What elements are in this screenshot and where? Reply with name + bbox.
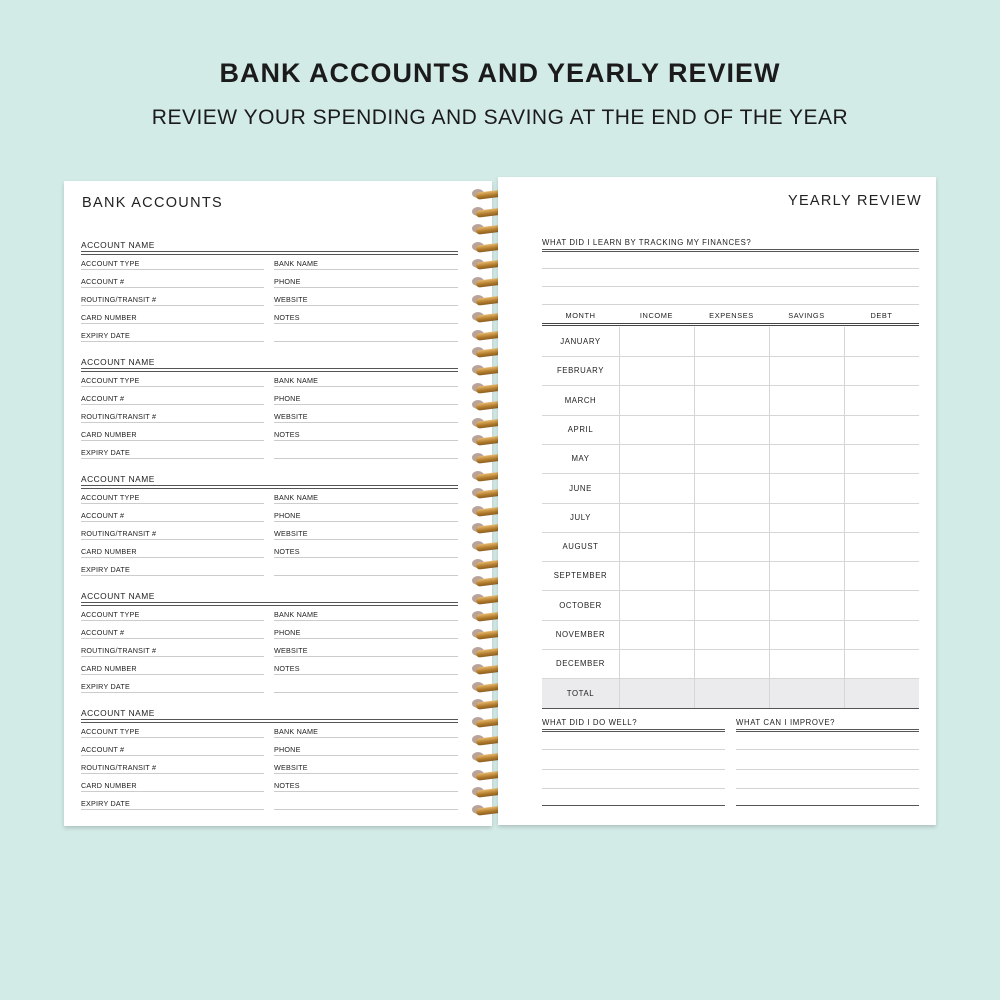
field-label: NOTES xyxy=(274,547,300,556)
field-input-line[interactable] xyxy=(81,323,264,324)
field-label: WEBSITE xyxy=(274,646,308,655)
field-label: EXPIRY DATE xyxy=(81,799,130,808)
account-name-label: ACCOUNT NAME xyxy=(81,357,155,367)
field-input-line[interactable] xyxy=(274,341,458,342)
table-row xyxy=(542,532,919,562)
field-label: ACCOUNT TYPE xyxy=(81,727,140,736)
field-label: CARD NUMBER xyxy=(81,664,137,673)
month-label: SEPTEMBER xyxy=(553,571,608,581)
table-row xyxy=(542,327,919,357)
learn-question-rule xyxy=(542,249,919,252)
field-label: EXPIRY DATE xyxy=(81,331,130,340)
field-label: WEBSITE xyxy=(274,412,308,421)
field-input-line[interactable] xyxy=(81,809,264,810)
writing-line[interactable] xyxy=(736,805,919,806)
writing-line[interactable] xyxy=(542,304,919,305)
field-label: ACCOUNT # xyxy=(81,511,125,520)
field-label: CARD NUMBER xyxy=(81,781,137,790)
column-divider xyxy=(844,327,845,708)
field-label: EXPIRY DATE xyxy=(81,565,130,574)
month-label: AUGUST xyxy=(562,542,599,552)
bank-accounts-title: BANK ACCOUNTS xyxy=(82,195,223,211)
account-name-rule xyxy=(81,719,458,723)
column-header: INCOME xyxy=(639,311,674,320)
field-input-line[interactable] xyxy=(274,458,458,459)
field-input-line[interactable] xyxy=(81,521,264,522)
field-label: PHONE xyxy=(274,511,301,520)
month-label: JUNE xyxy=(569,483,592,493)
field-label: EXPIRY DATE xyxy=(81,682,130,691)
bank-accounts-page xyxy=(64,181,492,826)
account-name-rule xyxy=(81,368,458,372)
account-block xyxy=(81,708,458,820)
table-row xyxy=(542,591,919,621)
writing-line[interactable] xyxy=(542,788,725,789)
account-name-label: ACCOUNT NAME xyxy=(81,708,155,718)
field-input-line[interactable] xyxy=(81,638,264,639)
field-input-line[interactable] xyxy=(81,755,264,756)
writing-line[interactable] xyxy=(542,268,919,269)
page-headline: BANK ACCOUNTS AND YEARLY REVIEW xyxy=(219,58,781,88)
account-name-rule xyxy=(81,602,458,606)
field-input-line[interactable] xyxy=(274,557,458,558)
yearly-review-title: YEARLY REVIEW xyxy=(787,193,922,209)
table-row xyxy=(542,415,919,445)
field-input-line[interactable] xyxy=(81,557,264,558)
field-label: ACCOUNT TYPE xyxy=(81,259,140,268)
field-label: PHONE xyxy=(274,394,301,403)
yearly-review-page xyxy=(498,177,936,825)
field-label: CARD NUMBER xyxy=(81,313,137,322)
field-label: PHONE xyxy=(274,277,301,286)
month-label: JANUARY xyxy=(560,337,601,346)
field-input-line[interactable] xyxy=(81,674,264,675)
field-input-line[interactable] xyxy=(274,422,458,423)
field-input-line[interactable] xyxy=(81,539,264,540)
field-label: NOTES xyxy=(274,430,300,439)
column-divider xyxy=(619,327,620,708)
writing-line[interactable] xyxy=(542,286,919,287)
field-label: ACCOUNT # xyxy=(81,394,125,403)
field-label: BANK NAME xyxy=(274,727,319,736)
improve-question-label: WHAT CAN I IMPROVE? xyxy=(736,718,836,727)
field-input-line[interactable] xyxy=(81,737,264,738)
table-row xyxy=(542,386,919,416)
table-row xyxy=(542,444,919,474)
table-header-rule xyxy=(542,323,919,326)
column-header: EXPENSES xyxy=(709,311,754,320)
well-question-label: WHAT DID I DO WELL? xyxy=(542,718,638,727)
field-label: NOTES xyxy=(274,781,300,790)
table-row xyxy=(542,620,919,650)
improve-question-rule xyxy=(736,729,919,732)
field-label: BANK NAME xyxy=(274,259,319,268)
account-block xyxy=(81,591,458,703)
month-label: OCTOBER xyxy=(559,600,602,610)
field-label: ROUTING/TRANSIT # xyxy=(81,763,157,772)
field-input-line[interactable] xyxy=(81,620,264,621)
field-input-line[interactable] xyxy=(81,386,264,387)
field-input-line[interactable] xyxy=(81,287,264,288)
field-input-line[interactable] xyxy=(274,575,458,576)
field-label: NOTES xyxy=(274,664,300,673)
learn-question-label: WHAT DID I LEARN BY TRACKING MY FINANCES? xyxy=(542,238,752,247)
account-name-rule xyxy=(81,485,458,489)
field-input-line[interactable] xyxy=(81,458,264,459)
field-input-line[interactable] xyxy=(274,674,458,675)
field-input-line[interactable] xyxy=(274,503,458,504)
account-name-label: ACCOUNT NAME xyxy=(81,474,155,484)
field-label: WEBSITE xyxy=(274,529,308,538)
field-input-line[interactable] xyxy=(274,638,458,639)
column-divider xyxy=(769,327,770,708)
writing-line[interactable] xyxy=(736,788,919,789)
writing-line[interactable] xyxy=(542,769,725,770)
field-input-line[interactable] xyxy=(81,404,264,405)
field-input-line[interactable] xyxy=(274,656,458,657)
field-input-line[interactable] xyxy=(81,773,264,774)
field-label: WEBSITE xyxy=(274,295,308,304)
field-input-line[interactable] xyxy=(81,575,264,576)
field-label: ROUTING/TRANSIT # xyxy=(81,646,157,655)
field-input-line[interactable] xyxy=(81,440,264,441)
account-block xyxy=(81,240,458,352)
month-label: TOTAL xyxy=(566,688,595,698)
month-label: FEBRUARY xyxy=(556,366,605,376)
field-input-line[interactable] xyxy=(274,809,458,810)
field-label: ACCOUNT # xyxy=(81,745,125,754)
field-input-line[interactable] xyxy=(274,791,458,792)
column-header: SAVINGS xyxy=(788,311,825,320)
table-row xyxy=(542,649,919,679)
field-input-line[interactable] xyxy=(81,341,264,342)
field-label: ROUTING/TRANSIT # xyxy=(81,529,157,538)
field-input-line[interactable] xyxy=(274,404,458,405)
field-label: BANK NAME xyxy=(274,610,319,619)
field-input-line[interactable] xyxy=(81,503,264,504)
field-input-line[interactable] xyxy=(274,323,458,324)
field-input-line[interactable] xyxy=(81,305,264,306)
field-input-line[interactable] xyxy=(274,269,458,270)
field-input-line[interactable] xyxy=(274,287,458,288)
field-input-line[interactable] xyxy=(274,305,458,306)
table-row xyxy=(542,474,919,504)
column-header: DEBT xyxy=(870,311,893,320)
total-row xyxy=(542,679,919,709)
writing-line[interactable] xyxy=(736,749,919,750)
field-label: WEBSITE xyxy=(274,763,308,772)
account-name-rule xyxy=(81,251,458,255)
month-label: APRIL xyxy=(567,424,594,434)
field-label: PHONE xyxy=(274,628,301,637)
writing-line[interactable] xyxy=(736,769,919,770)
field-label: ACCOUNT # xyxy=(81,277,125,286)
field-input-line[interactable] xyxy=(81,269,264,270)
field-label: EXPIRY DATE xyxy=(81,448,130,457)
table-row xyxy=(542,561,919,591)
well-question-rule xyxy=(542,729,725,732)
field-input-line[interactable] xyxy=(274,620,458,621)
field-label: PHONE xyxy=(274,745,301,754)
month-label: MAY xyxy=(571,454,590,464)
field-label: ROUTING/TRANSIT # xyxy=(81,295,157,304)
table-row xyxy=(542,503,919,533)
account-name-label: ACCOUNT NAME xyxy=(81,240,155,250)
field-input-line[interactable] xyxy=(274,773,458,774)
field-label: ACCOUNT TYPE xyxy=(81,493,140,502)
writing-line[interactable] xyxy=(542,805,725,806)
field-input-line[interactable] xyxy=(274,440,458,441)
account-name-label: ACCOUNT NAME xyxy=(81,591,155,601)
page-subheadline: REVIEW YOUR SPENDING AND SAVING AT THE END OF THE YEAR xyxy=(151,106,849,129)
account-block xyxy=(81,357,458,469)
field-label: CARD NUMBER xyxy=(81,430,137,439)
month-label: NOVEMBER xyxy=(555,630,606,639)
field-label: ACCOUNT # xyxy=(81,628,125,637)
field-input-line[interactable] xyxy=(274,692,458,693)
field-label: ACCOUNT TYPE xyxy=(81,376,140,385)
field-input-line[interactable] xyxy=(274,386,458,387)
field-label: ROUTING/TRANSIT # xyxy=(81,412,157,421)
field-input-line[interactable] xyxy=(81,692,264,693)
field-label: NOTES xyxy=(274,313,300,322)
table-row xyxy=(542,356,919,386)
account-block xyxy=(81,474,458,586)
field-input-line[interactable] xyxy=(274,539,458,540)
field-input-line[interactable] xyxy=(274,521,458,522)
field-label: ACCOUNT TYPE xyxy=(81,610,140,619)
field-label: BANK NAME xyxy=(274,376,319,385)
month-label: MARCH xyxy=(564,395,597,405)
month-label: DECEMBER xyxy=(556,659,605,669)
field-input-line[interactable] xyxy=(81,656,264,657)
field-label: BANK NAME xyxy=(274,493,319,502)
field-label: CARD NUMBER xyxy=(81,547,137,556)
field-input-line[interactable] xyxy=(81,791,264,792)
column-header: MONTH xyxy=(565,311,596,320)
field-input-line[interactable] xyxy=(274,737,458,738)
column-divider xyxy=(694,327,695,708)
month-label: JULY xyxy=(570,512,591,522)
field-input-line[interactable] xyxy=(274,755,458,756)
writing-line[interactable] xyxy=(542,749,725,750)
field-input-line[interactable] xyxy=(81,422,264,423)
